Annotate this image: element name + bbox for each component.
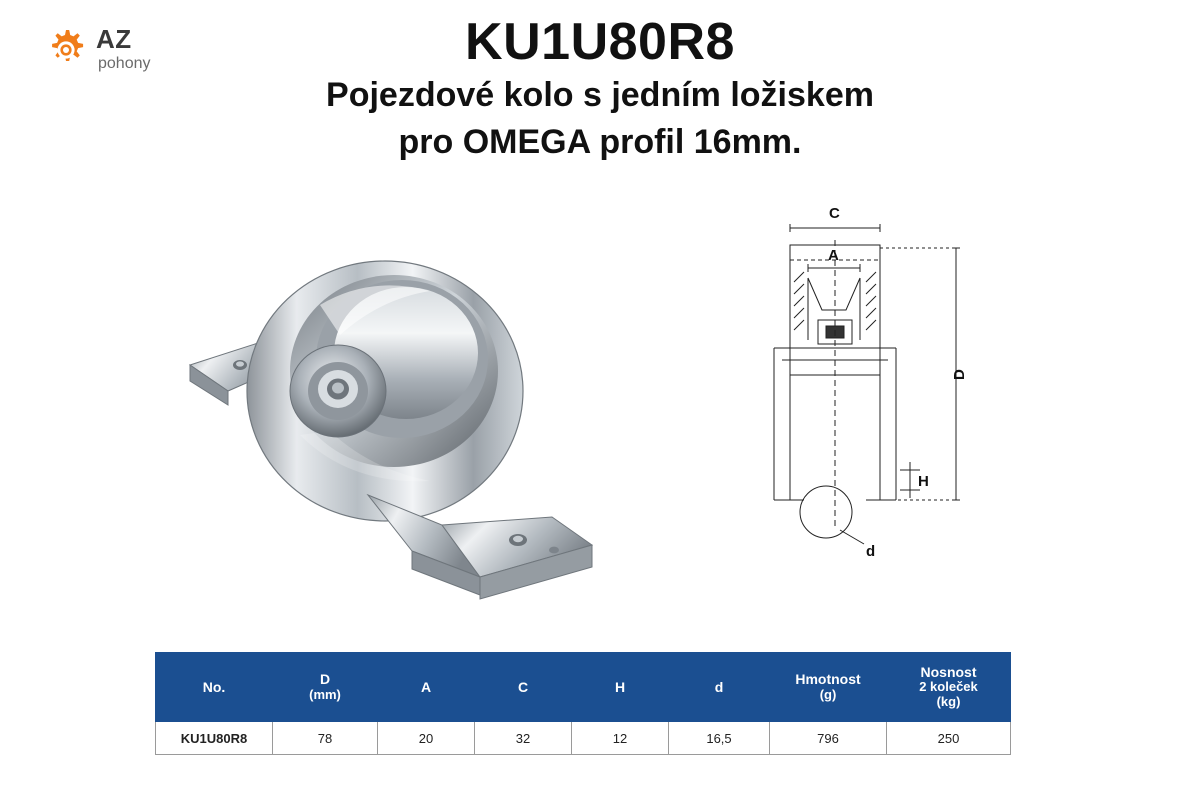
drawing-label-d-inner: d — [866, 543, 876, 560]
spec-table-container — [155, 652, 978, 755]
header-a: A — [378, 653, 475, 722]
cell-c: 32 — [475, 722, 572, 755]
product-photo — [180, 195, 660, 625]
header-h: H — [572, 653, 669, 722]
page-subtitle-line2: pro OMEGA profil 16mm. — [398, 122, 802, 161]
table-row — [156, 722, 1011, 755]
page-title: KU1U80R8 — [465, 13, 735, 71]
cell-a: 20 — [378, 722, 475, 755]
header-hmotnost: Hmotnost (g) — [770, 653, 887, 722]
table-header-row — [156, 653, 1011, 722]
cell-d-small: 16,5 — [669, 722, 770, 755]
drawing-label-h: H — [918, 473, 929, 490]
drawing-label-d-outer: D — [951, 369, 968, 380]
header-block — [0, 14, 1200, 163]
header-nosnost: Nosnost 2 koleček (kg) — [887, 653, 1011, 722]
header-c: C — [475, 653, 572, 722]
header-d-small: d — [669, 653, 770, 722]
logo-brand-name: AZ — [96, 24, 132, 54]
cell-nosnost: 250 — [887, 722, 1011, 755]
drawing-label-c: C — [829, 205, 840, 222]
cell-h: 12 — [572, 722, 669, 755]
page-subtitle-line1: Pojezdové kolo s jedním ložiskem — [326, 76, 874, 115]
technical-drawing — [760, 200, 990, 580]
spec-table — [155, 652, 1011, 755]
header-d: D (mm) — [273, 653, 378, 722]
cell-no: KU1U80R8 — [156, 722, 273, 755]
cell-d: 78 — [273, 722, 378, 755]
header-no: No. — [156, 653, 273, 722]
cell-hmotnost: 796 — [770, 722, 887, 755]
logo-tagline: pohony — [98, 55, 151, 72]
drawing-label-a: A — [828, 247, 839, 264]
